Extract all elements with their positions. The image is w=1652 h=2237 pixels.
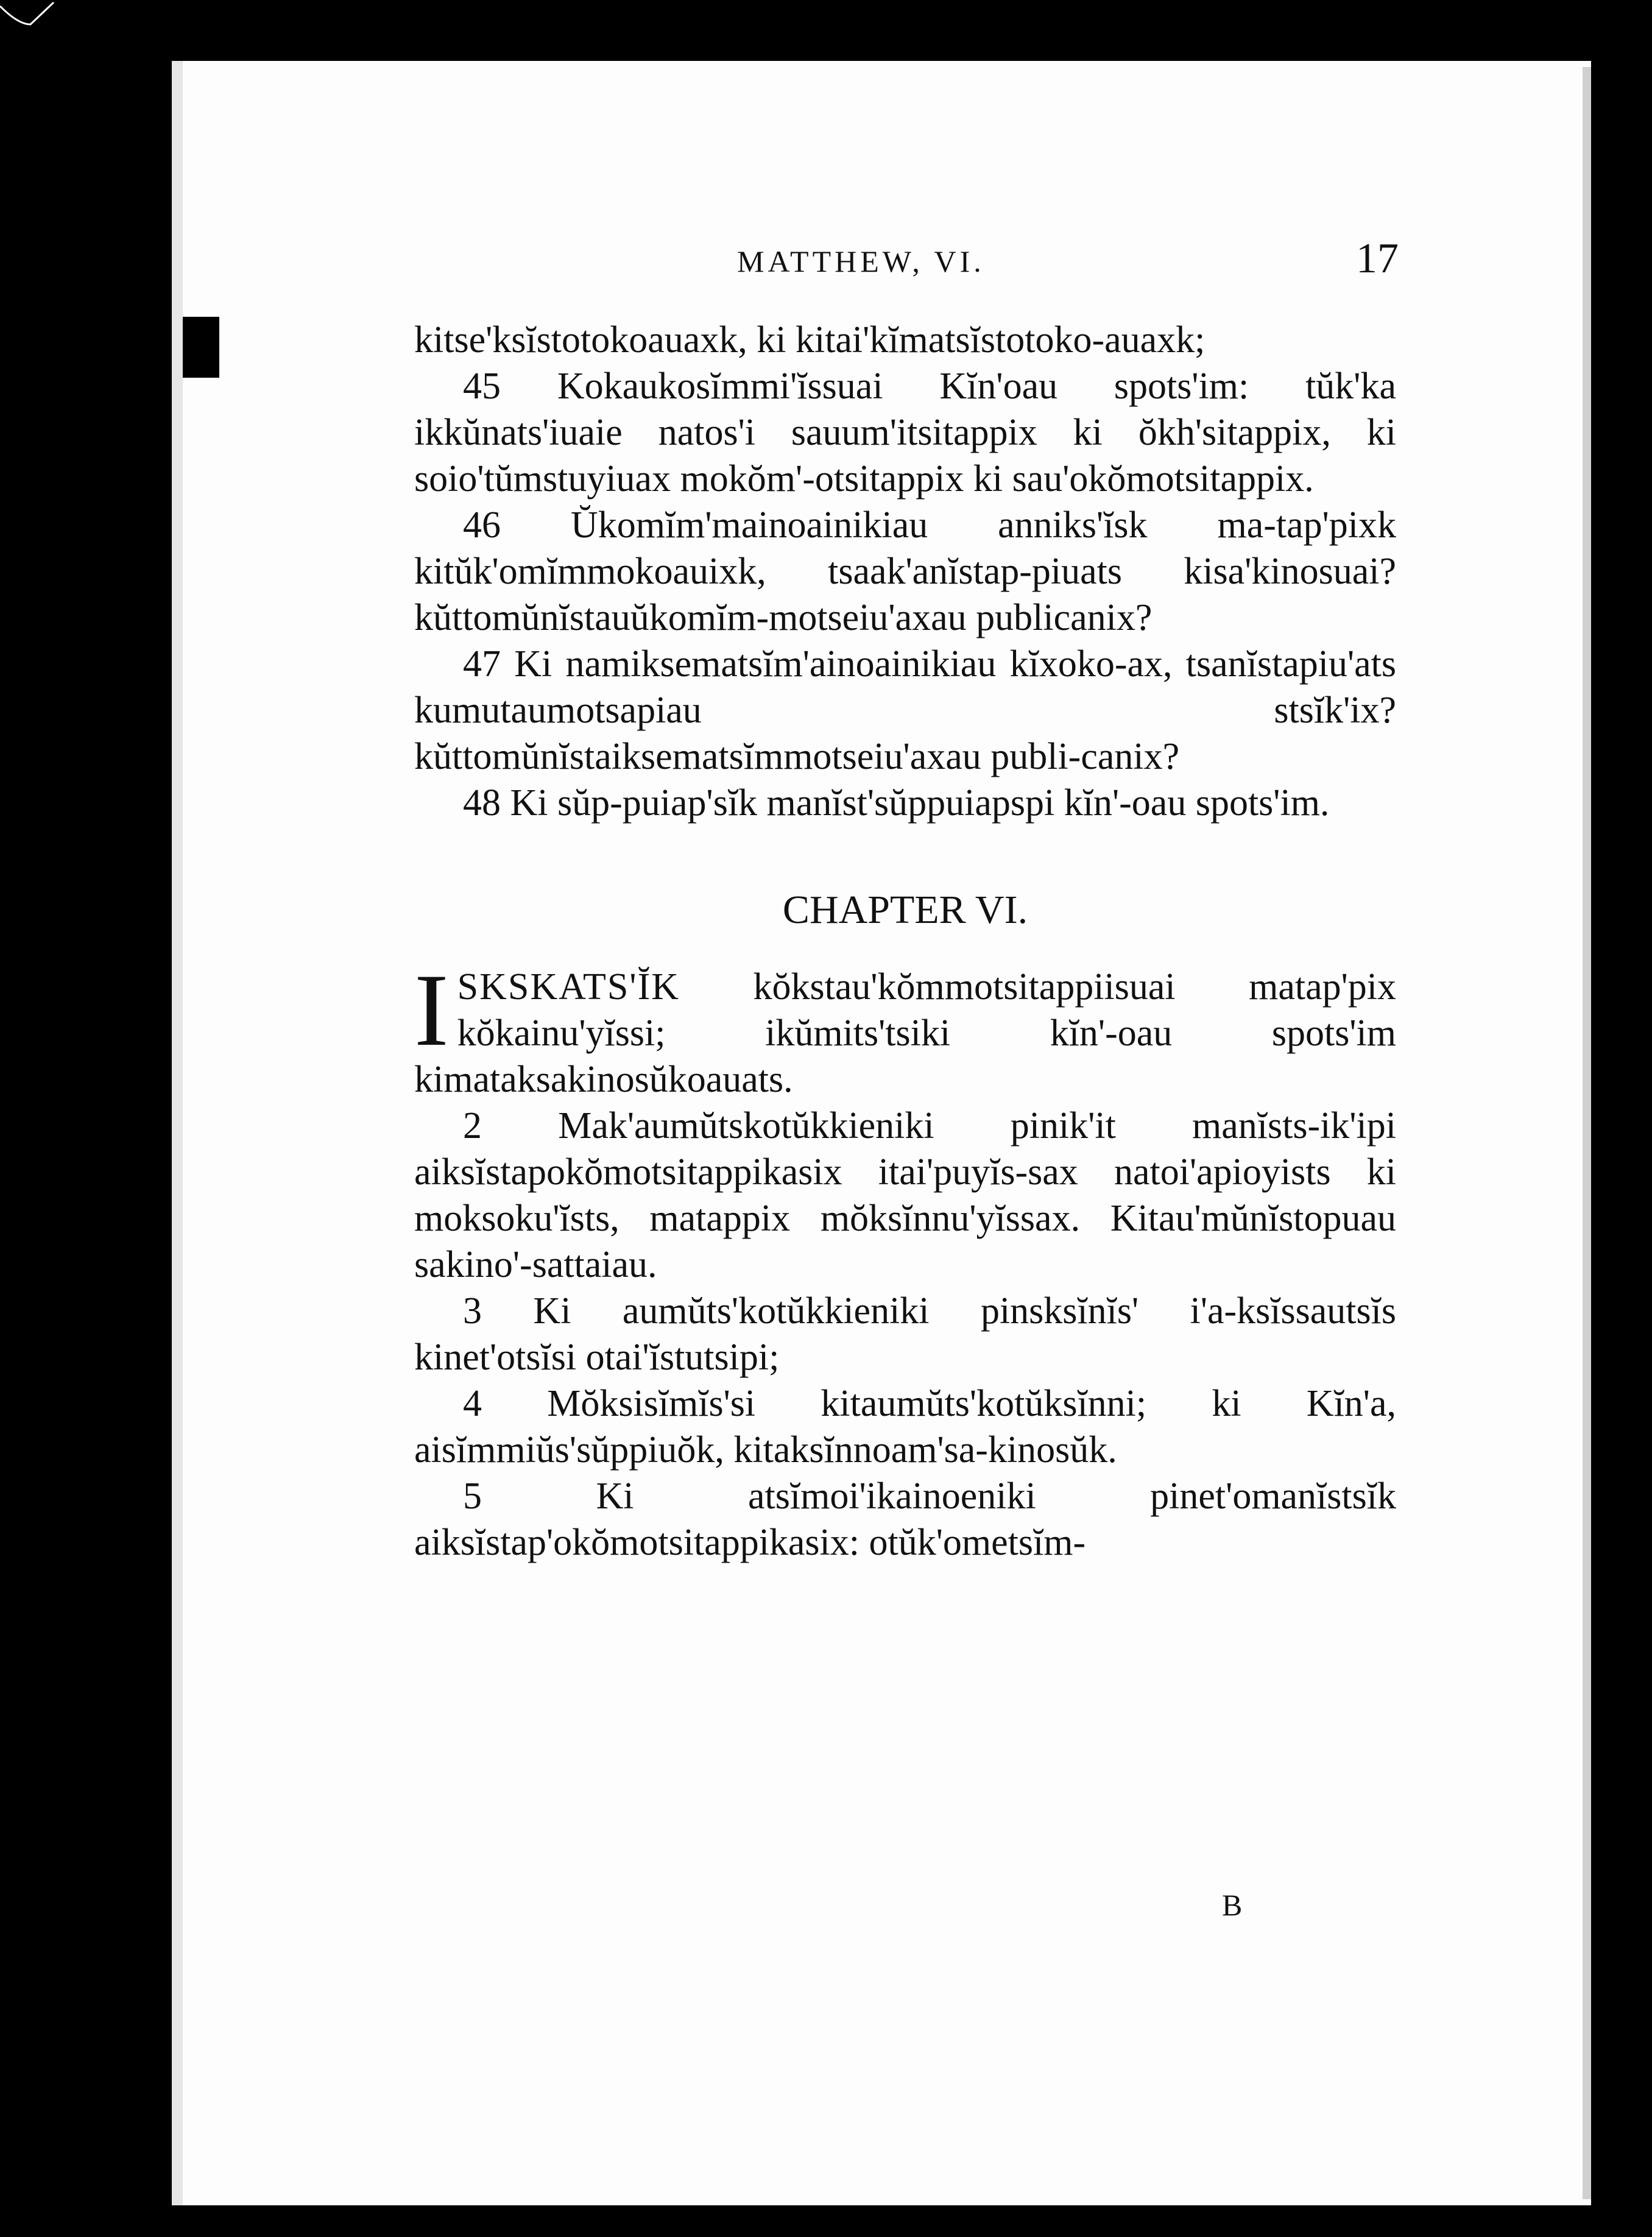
chapter-opening-paragraph [414,953,1397,1103]
verse-paragraph: 4 Mŏksisĭmĭs'si kitaumŭts'kotŭksĭnni; ki Kĭn'a, aisĭmmiŭs'sŭppiuŏk, kitaksĭnnoam'sa-kinosŭk. [414,1383,1396,1471]
verse-paragraph: 45 Kokaukosĭmmi'ĭssuai Kĭn'oau spots'im: tŭk'ka ikkŭnats'iuaie natos'i sauum'itsitappix ki ŏkh'sitappix, ki soio'tŭmstuyiuax mokŏm'-otsitappix ki sau'okŏmotsitappix. [414,366,1396,500]
binding-tab-top [151,244,169,305]
page-text [414,317,1396,1566]
signature-mark: B [1222,1888,1243,1922]
opening-text: kŏkstau'kŏmmotsitappiisuai matap'pix kŏkainu'yĭssi; ikŭmits'tsiki kĭn'-oau spots'im kimataksakinosŭkoauats. [414,966,1397,1100]
page-number: 17 [1356,235,1399,282]
chapter-heading: CHAPTER VI. [782,888,1028,932]
page-gutter-edge [172,61,183,2205]
binding-tab-bottom [183,317,219,378]
scan-corner-mark [0,0,55,37]
verse-paragraph: 3 Ki aumŭts'kotŭkkieniki pinsksĭnĭs' i'a-ksĭssautsĭs kinet'otsĭsi otai'ĭstutsipi; [414,1290,1396,1378]
verse-paragraph: 48 Ki sŭp-puiap'sĭk manĭst'sŭppuiapspi kĭn'-oau spots'im. [463,782,1330,824]
running-title: MATTHEW, VI. [737,244,985,278]
verse-paragraph: 5 Ki atsĭmoi'ikainoeniki pinet'omanĭstsĭk aiksĭstap'okŏmotsitappikasix: otŭk'ometsĭm- [414,1475,1396,1563]
verse-paragraph: 2 Mak'aumŭtskotŭkkieniki pinik'it manĭsts-ik'ipi aiksĭstapokŏmotsitappikasix itai'puyĭs-sax natoi'apioyists ki moksoku'ĭsts, matappix mŏksĭnnu'yĭssax. Kitau'mŭnĭstopuau sakino'-sattaiau. [414,1105,1396,1285]
verse-paragraph: 47 Ki namiksematsĭm'ainoainikiau kĭxoko-ax, tsanĭstapiu'ats kumutaumotsapiau stsĭk'ix? kŭttomŭnĭstaiksematsĭmmotseiu'axau publi-canix? [414,643,1396,777]
verse-paragraph: kitse'ksĭstotokoauaxk, ki kitai'kĭmatsĭstotoko-auaxk; [414,319,1205,361]
page-right-edge [1583,67,1591,2199]
drop-cap: I [414,953,449,1067]
opening-word: SKSKATS'ĬK [457,966,680,1008]
verse-paragraph: 46 Ŭkomĭm'mainoainikiau anniks'ĭsk ma-tap'pixk kitŭk'omĭmmokoauixk, tsaak'anĭstap-piuats kisa'kinosuai? kŭttomŭnĭstauŭkomĭm-motseiu'axau publicanix? [414,504,1396,638]
